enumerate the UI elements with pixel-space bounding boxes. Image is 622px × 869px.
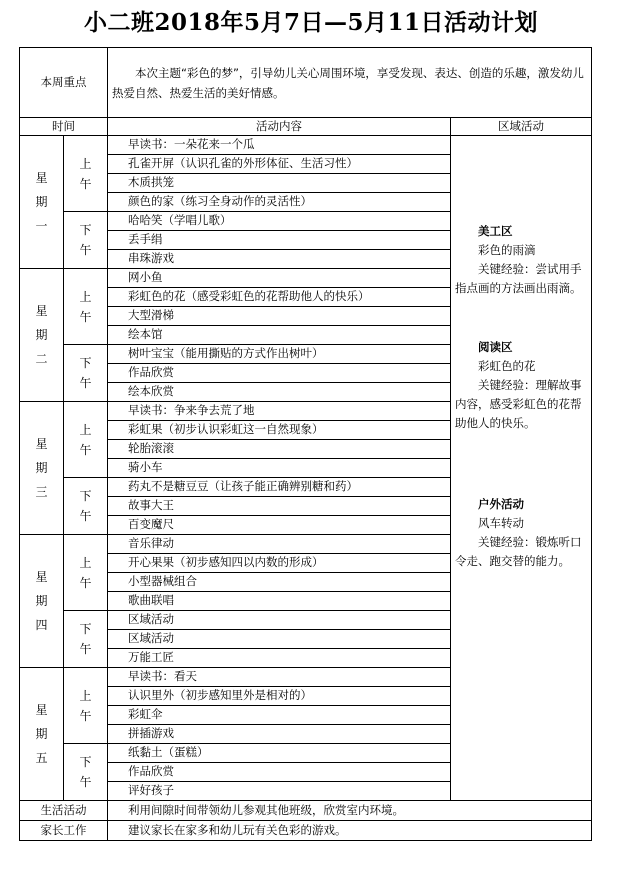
half-am — [64, 402, 108, 478]
area-name: 阅读区 — [478, 340, 513, 354]
activity-item: 骑小车 — [108, 459, 451, 478]
day-name: 星期五 — [35, 703, 48, 765]
half-label: 上午 — [79, 422, 92, 457]
area-name: 户外活动 — [478, 497, 524, 511]
activity-item: 大型滑梯 — [108, 307, 451, 326]
parent-work-row — [20, 821, 592, 841]
activity-item: 故事大王 — [108, 497, 451, 516]
activity-item: 树叶宝宝（能用撕贴的方式作出树叶） — [108, 345, 451, 364]
activity-item: 百变魔尺 — [108, 516, 451, 535]
half-label: 上午 — [79, 156, 92, 191]
activity-item: 绘本馆 — [108, 326, 451, 345]
activity-item: 歌曲联唱 — [108, 592, 451, 611]
half-label: 上午 — [79, 289, 92, 324]
area-block — [455, 495, 587, 571]
life-activity-label: 生活活动 — [20, 801, 108, 821]
activity-item: 认识里外（初步感知里外是相对的） — [108, 687, 451, 706]
day-label — [20, 136, 64, 269]
half-pm — [64, 744, 108, 801]
activity-item: 开心果果（初步感知四以内数的形成） — [108, 554, 451, 573]
area-key-experience: 关键经验：尝试用手指点画的方法画出雨滴。 — [455, 262, 582, 295]
plan-table — [19, 47, 592, 841]
activity-item: 轮胎滚滚 — [108, 440, 451, 459]
half-pm — [64, 345, 108, 402]
half-label: 上午 — [79, 688, 92, 723]
area-activity: 风车转动 — [478, 516, 524, 530]
activity-item: 作品欣赏 — [108, 364, 451, 383]
day-label — [20, 269, 64, 402]
half-am — [64, 535, 108, 611]
half-pm — [64, 611, 108, 668]
day-name: 星期四 — [35, 570, 48, 632]
activity-item: 颜色的家（练习全身动作的灵活性） — [108, 193, 451, 212]
life-activity-row — [20, 801, 592, 821]
activity-item: 区域活动 — [108, 611, 451, 630]
half-am — [64, 269, 108, 345]
activity-item: 彩虹伞 — [108, 706, 451, 725]
day-label — [20, 535, 64, 668]
activity-item: 串珠游戏 — [108, 250, 451, 269]
activity-item: 绘本欣赏 — [108, 383, 451, 402]
life-activity-text: 利用间隙时间带领幼儿参观其他班级，欣赏室内环境。 — [108, 801, 592, 821]
activity-item: 网小鱼 — [108, 269, 451, 288]
area-key-experience: 关键经验：锻炼听口令走、跑交替的能力。 — [455, 535, 582, 568]
activity-item: 丢手绢 — [108, 231, 451, 250]
parent-work-label: 家长工作 — [20, 821, 108, 841]
area-name: 美工区 — [478, 224, 513, 238]
activity-item: 作品欣赏 — [108, 763, 451, 782]
header-content: 活动内容 — [108, 118, 451, 136]
parent-work-text: 建议家长在家多和幼儿玩有关色彩的游戏。 — [108, 821, 592, 841]
activity-item: 早读书：一朵花来一个瓜 — [108, 136, 451, 155]
focus-label: 本周重点 — [20, 48, 108, 118]
area-block — [455, 222, 587, 298]
half-label: 下午 — [79, 622, 92, 656]
day-name: 星期二 — [35, 304, 48, 366]
activity-item: 药丸不是糖豆豆（让孩子能正确辨别糖和药） — [108, 478, 451, 497]
activity-item: 早读书：看天 — [108, 668, 451, 687]
page-title: 小二班2018年5月7日—5月11日活动计划 — [83, 9, 539, 36]
half-label: 下午 — [79, 755, 92, 789]
activity-row — [20, 136, 592, 155]
activity-item: 小型器械组合 — [108, 573, 451, 592]
activity-item: 孔雀开屏（认识孔雀的外形体征、生活习性） — [108, 155, 451, 174]
activity-item: 木质拱笼 — [108, 174, 451, 193]
day-name: 星期一 — [35, 171, 48, 233]
activity-item: 音乐律动 — [108, 535, 451, 554]
activity-item: 万能工匠 — [108, 649, 451, 668]
header-row — [20, 118, 592, 136]
half-label: 下午 — [79, 356, 92, 390]
header-time: 时间 — [20, 118, 108, 136]
activity-item: 彩虹色的花（感受彩虹色的花帮助他人的快乐） — [108, 288, 451, 307]
day-label — [20, 402, 64, 535]
area-activities — [451, 136, 592, 801]
focus-row — [20, 48, 592, 118]
activity-item: 哈哈笑（学唱儿歌） — [108, 212, 451, 231]
half-label: 下午 — [79, 489, 92, 523]
activity-item: 评好孩子 — [108, 782, 451, 801]
area-block — [455, 338, 587, 433]
half-am — [64, 668, 108, 744]
activity-item: 早读书：争来争去荒了地 — [108, 402, 451, 421]
half-pm — [64, 478, 108, 535]
day-label — [20, 668, 64, 801]
header-area: 区域活动 — [451, 118, 592, 136]
half-label: 下午 — [79, 223, 92, 257]
focus-text: 本次主题“彩色的梦”，引导幼儿关心周围环境，享受发现、表达、创造的乐趣，激发幼儿热爱自然、热爱生活的美好情感。 — [108, 48, 592, 118]
area-activity: 彩色的雨滴 — [478, 243, 536, 257]
activity-item: 彩虹果（初步认识彩虹这一自然现象） — [108, 421, 451, 440]
half-label: 上午 — [79, 555, 92, 590]
activity-item: 纸黏土（蛋糕） — [108, 744, 451, 763]
day-name: 星期三 — [35, 437, 48, 499]
area-key-experience: 关键经验：理解故事内容，感受彩虹色的花帮助他人的快乐。 — [455, 378, 582, 430]
activity-item: 区域活动 — [108, 630, 451, 649]
activity-item: 拼插游戏 — [108, 725, 451, 744]
half-pm — [64, 212, 108, 269]
area-activity: 彩虹色的花 — [478, 359, 536, 373]
half-am — [64, 136, 108, 212]
